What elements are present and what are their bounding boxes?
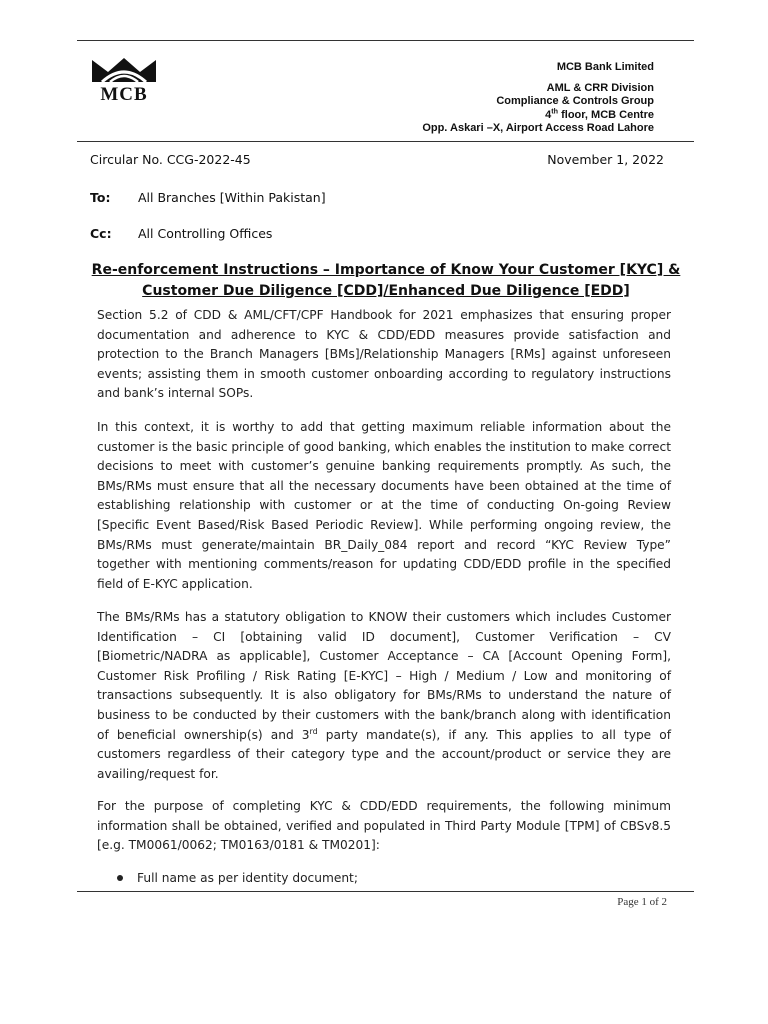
bullet-text: Full name as per identity document; xyxy=(137,871,358,885)
top-rule xyxy=(77,40,694,41)
street-address: Opp. Askari –X, Airport Access Road Lahore xyxy=(422,121,654,134)
document-title xyxy=(84,260,688,302)
list-item xyxy=(117,871,358,885)
bullet-dot-icon xyxy=(117,875,123,881)
floor-suffix: th xyxy=(551,106,559,115)
paragraph-3-part-a: The BMs/RMs has a statutory obligation to KNOW their customers which includes Customer Identification – CI [obtaining valid ID document], Customer Verification – CV [Biometric/NADRA as applicable], Customer Acceptance – CA [Account Opening Form], Customer Risk Profiling / Risk Rating [E-KYC] – High / Medium / Low and monitoring of transactions subsequently. It is also obligatory for BMs/RMs to understand the nature of business to be conducted by their customers with the bank/branch along with identification of beneficial ownership(s) and 3 xyxy=(97,610,671,742)
cc-label: Cc: xyxy=(90,226,112,241)
letterhead-address xyxy=(422,61,654,135)
paragraph-3 xyxy=(97,608,671,784)
cc-value: All Controlling Offices xyxy=(138,226,273,241)
floor-line xyxy=(422,106,654,122)
paragraph-3-part-b: party mandate(s), if any. This applies to all type of customers regardless of their category type and the account/product or service they are availing/request for. xyxy=(97,727,672,781)
paragraph-3-superscript: rd xyxy=(309,726,318,736)
paragraph-2: In this context, it is worthy to add that getting maximum reliable information about the customer is the basic principle of good banking, which enables the institution to make correct decisions to meet with customer’s genuine banking requirements promptly. As such, the BMs/RMs must ensure that all the necessary documents have been obtained at the time of establishing relationship with customer or at the time of conducting On-going Review [Specific Event Based/Risk Based Periodic Review]. While performing ongoing review, the BMs/RMs must generate/maintain BR_Daily_084 report and record “KYC Review Type” together with mentioning comments/reason for updating CDD/EDD profile in the specified field of E-KYC application. xyxy=(97,420,671,591)
floor-number: 4 xyxy=(545,108,552,121)
group: Compliance & Controls Group xyxy=(496,95,654,108)
paragraph-1: Section 5.2 of CDD & AML/CFT/CPF Handbook for 2021 emphasizes that ensuring proper documentation and adherence to KYC & CDD/EDD measures provide satisfaction and protection to the Branch Managers [BMs]/Relationship Managers [RMs] against unforeseen events; assisting them in smooth customer onboarding according to regulatory instructions and bank’s internal SOPs. xyxy=(97,308,671,401)
title-line-2: Customer Due Diligence [CDD]/Enhanced Due Diligence [EDD] xyxy=(142,283,630,299)
title-line-1: Re-enforcement Instructions – Importance of Know Your Customer [KYC] & xyxy=(91,262,681,278)
to-value: All Branches [Within Pakistan] xyxy=(138,190,326,205)
mcb-logo xyxy=(88,54,160,106)
circular-number: Circular No. CCG-2022-45 xyxy=(90,152,251,167)
bank-name: MCB Bank Limited xyxy=(556,61,654,73)
footer-rule xyxy=(77,891,694,892)
to-row xyxy=(90,190,110,205)
header-rule xyxy=(77,141,694,142)
logo-text: MCB xyxy=(100,84,148,105)
to-label: To: xyxy=(90,190,111,205)
floor-rest: floor, MCB Centre xyxy=(558,108,654,121)
page-number: Page 1 of 2 xyxy=(617,896,667,908)
division: AML & CRR Division xyxy=(546,82,654,95)
cc-row xyxy=(90,226,112,241)
circular-date: November 1, 2022 xyxy=(547,152,664,167)
paragraph-4: For the purpose of completing KYC & CDD/EDD requirements, the following minimum information shall be obtained, verified and populated in Third Party Module [TPM] of CBSv8.5 [e.g. TM0061/0062; TM0163/0181 & TM0201]: xyxy=(97,799,671,853)
mcb-crown-logo-icon xyxy=(88,54,160,84)
